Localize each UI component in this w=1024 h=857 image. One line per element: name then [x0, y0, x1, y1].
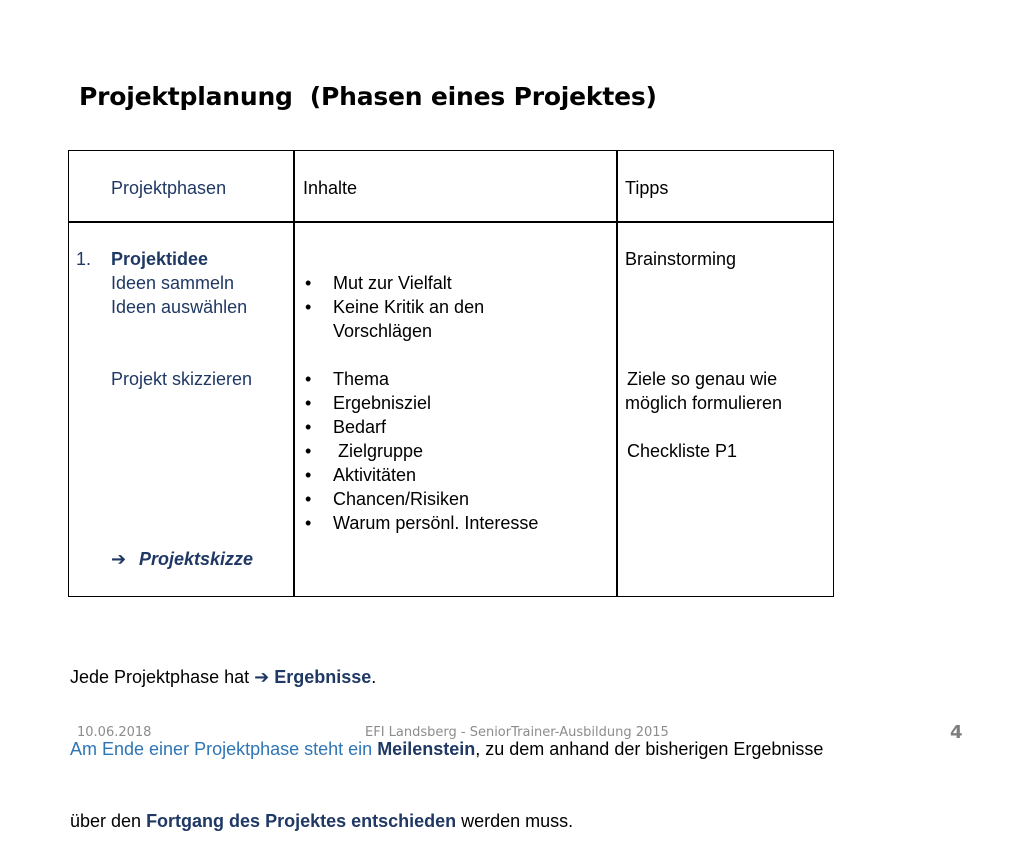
header-divider: [69, 221, 833, 223]
list-item: • Chancen/Risiken: [305, 489, 470, 509]
bullet-icon: •: [305, 513, 312, 533]
bullet-icon: •: [305, 393, 312, 413]
page-number: 4: [950, 722, 963, 743]
column-divider: [616, 151, 618, 596]
tip-brainstorming: Brainstorming: [625, 249, 737, 269]
list-item: • Warum persönl. Interesse: [305, 513, 539, 533]
tip-ziele-line2: möglich formulieren: [625, 393, 783, 413]
phase-result: Projektskizze: [139, 549, 254, 569]
bullet-icon: •: [305, 297, 312, 317]
phase-step-projekt-skizzieren: Projekt skizzieren: [111, 369, 253, 389]
footnote-line-3: über den Fortgang des Projektes entschieden werden muss.: [70, 811, 574, 831]
footnote-line-1: Jede Projektphase hat ➔ Ergebnisse.: [70, 667, 377, 687]
list-item: • Zielgruppe: [305, 441, 424, 461]
phase-step-ideen-auswaehlen: Ideen auswählen: [111, 297, 248, 317]
header-tipps: Tipps: [625, 178, 669, 198]
bullet-icon: •: [305, 489, 312, 509]
phase-table: [68, 150, 834, 597]
header-projektphasen: Projektphasen: [111, 178, 227, 198]
footer-title: EFI Landsberg - SeniorTrainer-Ausbildung 2015: [365, 725, 669, 740]
bullet-icon: •: [305, 369, 312, 389]
phase-name: Projektidee: [111, 249, 209, 269]
bullet-icon: •: [305, 465, 312, 485]
bullet-icon: •: [305, 273, 312, 293]
arrow-right-icon: ➔: [111, 549, 127, 569]
column-divider: [293, 151, 295, 596]
list-item-continuation: Vorschlägen: [333, 321, 433, 341]
tip-checkliste: Checkliste P1: [627, 441, 738, 461]
arrow-right-icon: ➔: [254, 667, 270, 687]
list-item: • Ergebnisziel: [305, 393, 432, 413]
bullet-icon: •: [305, 417, 312, 437]
list-item: • Thema: [305, 369, 390, 389]
header-inhalte: Inhalte: [303, 178, 358, 198]
list-item: • Bedarf: [305, 417, 387, 437]
list-item: • Keine Kritik an den: [305, 297, 485, 317]
footer-date: 10.06.2018: [77, 725, 152, 740]
bullet-icon: •: [305, 441, 312, 461]
footnote-line-2: Am Ende einer Projektphase steht ein Meilenstein, zu dem anhand der bisherigen Ergebnisse: [70, 739, 824, 759]
slide-title: Projektplanung (Phasen eines Projektes): [79, 82, 657, 111]
list-item: • Mut zur Vielfalt: [305, 273, 452, 293]
list-item: • Aktivitäten: [305, 465, 417, 485]
phase-number: 1.: [76, 249, 92, 269]
phase-step-ideen-sammeln: Ideen sammeln: [111, 273, 235, 293]
tip-ziele-line1: Ziele so genau wie: [627, 369, 778, 389]
